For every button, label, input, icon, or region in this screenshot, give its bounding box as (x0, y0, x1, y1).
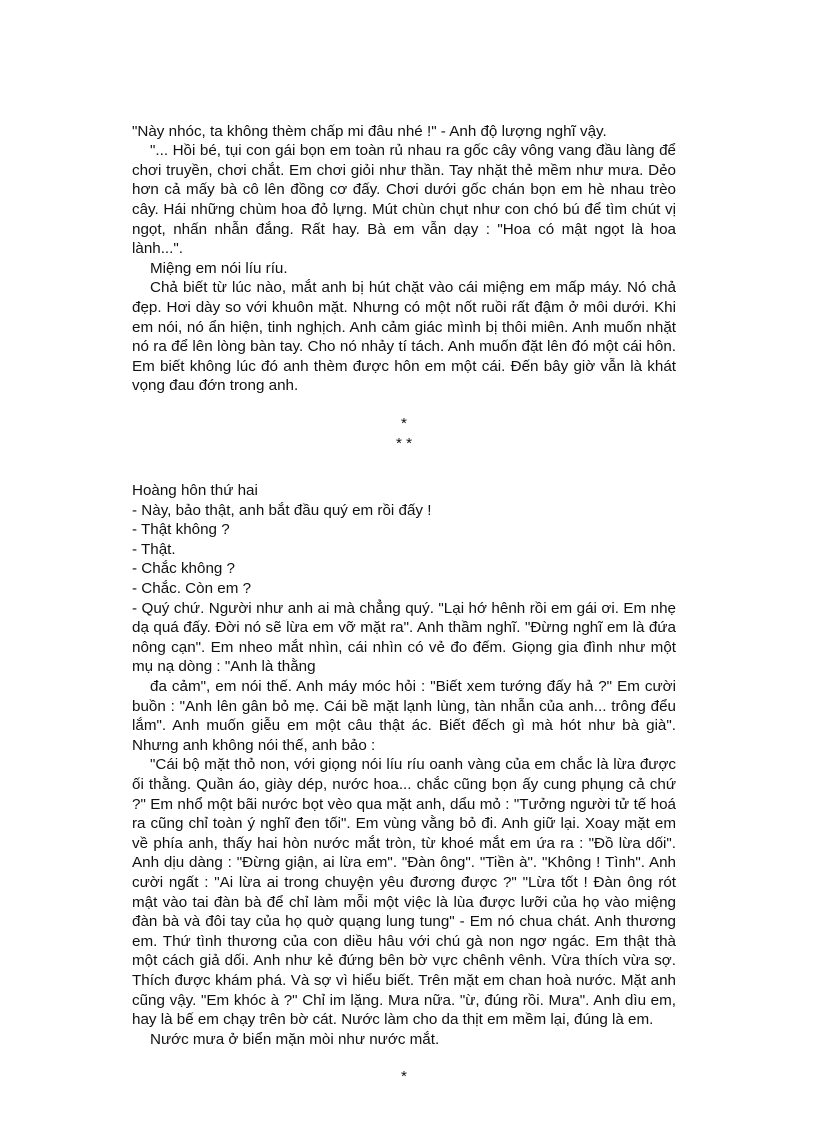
dialogue-line-2 (132, 520, 676, 540)
section-heading (132, 481, 676, 501)
dialogue-paragraph-7 (132, 677, 676, 755)
dialogue-line-2-text: - Thật không ? (132, 521, 230, 539)
dialogue-line-5-text: - Chắc. Còn em ? (132, 580, 252, 598)
dialogue-line-4-text: - Chắc không ? (132, 560, 235, 578)
dialogue-line-4 (132, 559, 676, 579)
spacer (132, 453, 676, 481)
section-separator-top: * (401, 414, 407, 432)
dialogue-paragraph-7-text: đa cảm", em nói thế. Anh máy móc hỏi : "Biết xem tướng đấy hả ?" Em cười buồn : "Anh lên gân bỏ mẹ. Cái bề mặt lạnh lùng, tàn nhẫn của anh... trông đểu lắm". Anh muốn giễu em một câu thật ác. Biết đếch gì mà hót như bà già". Nhưng anh không nói thế, anh bảo : (132, 678, 676, 754)
dialogue-paragraph-6-text: - Quý chứ. Người như anh ai mà chẳng quý. "Lại hớ hênh rồi em gái ơi. Em nhẹ dạ quá đấy. Đời nó sẽ lừa em vỡ mặt ra". Anh thầm nghĩ. "Đừng nghĩ em là đứa nông cạn". Em nheo mắt nhìn, cái nhìn có vẻ đo đếm. Giọng gia đình như một mụ nạ dòng : "Anh là thằng (132, 599, 676, 676)
spacer (132, 396, 676, 414)
dialogue-line-1-text: - Này, bảo thật, anh bắt đầu quý em rồi đấy ! (132, 501, 432, 519)
paragraph-4 (132, 278, 676, 396)
paragraph-1 (132, 102, 676, 141)
dialogue-line-1 (132, 501, 676, 521)
paragraph-1-text: "Này nhóc, ta không thèm chấp mi đâu nhé !" - Anh độ lượng nghĩ vậy. (132, 122, 607, 140)
dialogue-paragraph-6 (132, 599, 676, 677)
section-separator-end: * (401, 1068, 407, 1086)
paragraph-7 (132, 1030, 676, 1050)
dialogue-line-3 (132, 540, 676, 560)
spacer (132, 1049, 676, 1067)
section-heading-text: Hoàng hôn thứ hai (132, 482, 258, 500)
paragraph-2 (132, 141, 676, 259)
document-body (132, 102, 676, 1087)
paragraph-2-text: "... Hồi bé, tụi con gái bọn em toàn rủ nhau ra gốc cây vông vang đầu làng để chơi truyền, chơi chắt. Em chơi giỏi như thần. Tay nhặt thẻ mềm như mưa. Dẻo hơn cả mấy bà cô lên đồng cơ đấy. Chơi dưới gốc chán bọn em hè nhau trèo cây. Hái những chùm hoa đỏ lựng. Mút chùn chụt như con chó bú để tìm chút vị ngọt, nhấn nhẫn đắng. Rất hay. Bà em vẫn dạy : "Hoa có mật ngọt là hoa lành...". (132, 142, 676, 258)
paragraph-4-text: Chả biết từ lúc nào, mắt anh bị hút chặt vào cái miệng em mấp máy. Nó chả đẹp. Hơi dày so với khuôn mặt. Nhưng có một nốt ruồi rất đậm ở môi dưới. Khi em nói, nó ẩn hiện, tinh nghịch. Anh cảm giác mình bị thôi miên. Anh muốn nhặt nó ra để lên lòng bàn tay. Cho nó nhảy tí tách. Anh muốn đặt lên đó một cái hôn. Em biết không lúc đó anh thèm được hôn em một cái. Đến bây giờ vẫn là khát vọng đau đớn trong anh. (132, 279, 676, 395)
paragraph-3-text: Miệng em nói líu ríu. (150, 259, 288, 277)
section-separator-bottom: * * (395, 434, 413, 452)
paragraph-3 (132, 259, 676, 279)
dialogue-line-3-text: - Thật. (132, 540, 176, 558)
paragraph-7-text: Nước mưa ở biển mặn mòi như nước mắt. (150, 1030, 440, 1048)
dialogue-line-5 (132, 579, 676, 599)
paragraph-6 (132, 755, 676, 1029)
paragraph-6-text: "Cái bộ mặt thỏ non, với giọng nói líu ríu oanh vàng của em chắc là lừa được ối thằng. Quần áo, giày dép, nước hoa... chắc cũng bọn ấy cung phụng cả chứ ?" Em nhổ một bãi nước bọt vèo qua mặt anh, dẩu mỏ : "Tưởng người tử tế hoá ra cũng chỉ toàn ý nghĩ đen tối". Em vùng vằng bỏ đi. Anh giữ lại. Xoay mặt em về phía anh, thấy hai hòn nước mắt tròn, từ khoé mắt em ứa ra : "Đồ lừa dối". Anh dịu dàng : "Đừng giận, ai lừa em". "Đàn ông". "Tiền à". "Không ! Tình". Anh cười ngất : "Ai lừa ai trong chuyện yêu đương được ?" "Lừa tốt ! Đàn ông rót mật vào tai đàn bà để chỉ làm mỗi một việc là lùa được lưỡi của họ vào miệng đàn bà và đôi tay của họ quờ quạng lung tung" - Em nó chua chát. Anh thương em. Thứ tình thương của con diều hâu với chú gà non ngơ ngác. Em thật thà một cách giả dối. Anh như kẻ đứng bên bờ vực chênh vênh. Vừa thích vừa sợ. Thích được khám phá. Và sợ vì hiểu biết. Trên mặt em chan hoà nước. Mặt anh cũng vậy. "Em khóc à ?" Chỉ im lặng. Mưa nữa. "ừ, đúng rồi. Mưa". Anh dìu em, hay là bế em chạy trên bờ cát. Nước làm cho da thịt em mềm lại, đúng là em. (132, 756, 676, 1029)
